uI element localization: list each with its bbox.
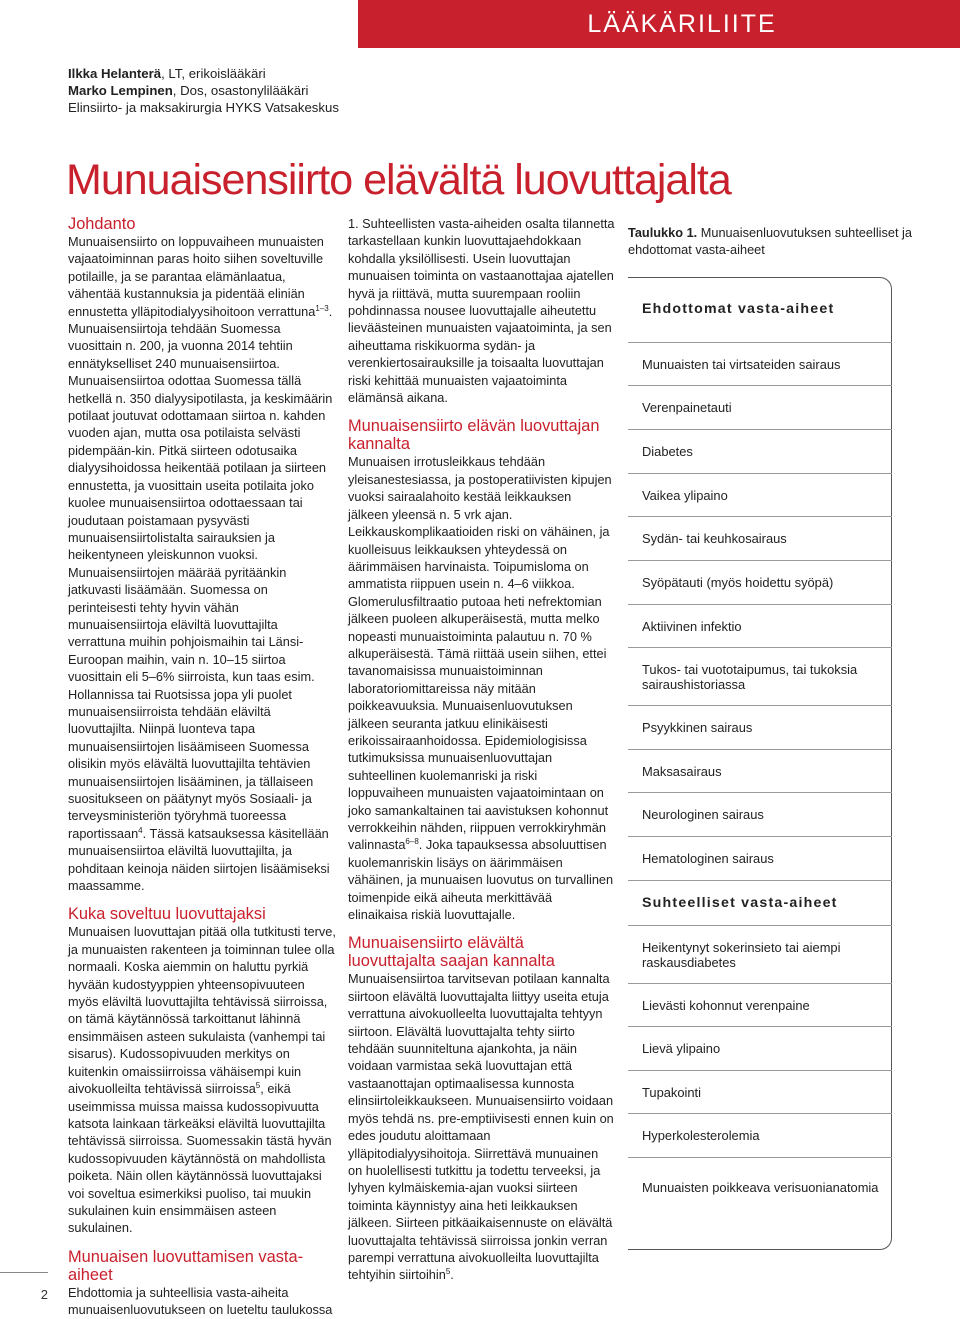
author-block [68,65,368,116]
table-row: Neurologinen sairaus [628,793,892,837]
page-number: 2 [0,1272,48,1302]
table-row: Lievä ylipaino [628,1027,892,1071]
author-2-name: Marko Lempinen [68,83,173,98]
paragraph-introduction [68,233,336,894]
text-segment: . Munuaisensiirtoja tehdään Suomessa vuosittain n. 200, ja vuonna 2014 tehtiin ennätykselliset 240 munuaisensiirtoa. Munuaisensiirtoa odottaa Suomessa tällä hetkellä n. 350 dialyysipotilasta, ja keskimäärin potilaat joutuvat odottamaan siirtoa n. kahden vuoden ajan, mutta osa potilaista selvästi pidempään-kin. Pitkä siirteen odotusaika dialyysihoidossa heikentää potilaan ja siirteen ennustetta, ja vuosittain useita potilaita joko kuolee munuaisensiirtoa odottaessaan tai joudutaan poistamaan pysyvästi munuaisensiirtolistalta sairauksien ja heikentyneen yleiskunnon vuoksi. Munuaisensiirtojen määrää pyritäänkin jatkuvasti lisäämään. Suomessa on perinteisesti tehty hyvin vähän munuaisensiirtoja eläviltä luovuttajilta verrattuna muihin pohjoismaihin tai Länsi-Euroopan maihin, vain n. 10–15 siirtoa vuosittain eli 5–6% siirroista, kun taas esim. Hollannissa tai Ruotsissa jopa yli puolet munuaisensiirroista tehdään eläviltä luovuttajilta. Niinpä luonteva tapa munuaisensiirtojen lisäämiseen Suomessa olisikin myös elävältä luovuttajilta tehtävien munuaisensiirtojen lisääminen, ja tällaiseen suositukseen on päätynyt myös Sosiaali- ja terveysministeriön työryhmä tuoreessa raportissaan [68,303,333,841]
author-1 [68,65,368,82]
text-segment: . [450,1267,454,1283]
table-caption-label: Taulukko 1. [628,225,698,240]
paragraph-donor-perspective [348,453,615,923]
table-row: Vaikea ylipaino [628,474,892,517]
text-column-2 [348,215,615,1284]
reference-sup: 4 [138,825,143,835]
text-segment: , eikä useimmissa muissa maissa kudossopivuutta katsota lainkaan tärkeäksi eläviltä luovuttajilta tehtävissä siirroissa. Suomessakin tästä hyvän kudossopivuuden käytännöstä on mahdollista poiketa. Näin ollen käytännössä luovuttajaksi voi soveltua esimerkiksi puoliso, tai muukin sukulainen kuin ensimmäisen asteen sukulainen. [68,1081,332,1236]
table-row: Hyperkolesterolemia [628,1114,892,1158]
author-1-name: Ilkka Helanterä [68,66,162,81]
heading-donor-suitability: Kuka soveltuu luovuttajaksi [68,905,266,924]
table-row: Tupakointi [628,1071,892,1114]
author-2-role: , Dos, osastonylilääkäri [172,83,309,98]
author-1-role: , LT, erikoislääkäri [161,66,266,81]
table-row: Tukos- tai vuototaipumus, tai tukoksia sairaushistoriassa [628,648,892,706]
table-row: Lievästi kohonnut verenpaine [628,984,892,1027]
table-row: Maksasairaus [628,750,892,793]
affiliation: Elinsiirto- ja maksakirurgia HYKS Vatsakeskus [68,100,339,115]
reference-sup: 6–8 [405,837,419,847]
table-row: Diabetes [628,430,892,474]
reference-sup: 1–3 [315,303,329,313]
text-segment: Munuaisen irrotusleikkaus tehdään yleisanestesiassa, ja postoperatiivisten kipujen vuoksi sairaalahoito kestää leikkauksen jälkeen yleensä n. 5 vrk ajan. Leikkauskomplikaatioiden riski on vähäinen, ja kuolleisuus leikkauksen yhteydessä on äärimmäisen harvinaista. Toipumisloma on ammatista riippuen usein n. 4–6 viikkoa. Glomerulusfiltraatio putoaa heti nefrektomian jälkeen puoleen alkuperäisestä, mutta melko nopeasti munuaistoiminta palautuu n. 70 % alkuperäisestä. Tämä riittää usein siihen, ettei tavanomaisissa munuaistoiminnan laboratoriomittareissa näy mitään poikkeavuuksia. Munuaisenluovutuksen jälkeen seuranta jatkuu elinikäisesti erikoissairaanhoidossa. Epidemiologisissa tutkimuksissa munuaisenluovuttajan suhteellinen kuolemanriski ja riski loppuvaiheen munuaisten vajaatoimintaan on joko samankaltainen tai aavistuksen kohonnut verrokkeihin nähden, riippuen verrokkiryhmän valinnasta [348,454,612,853]
reference-sup: 5 [255,1080,261,1090]
author-2 [68,82,368,99]
text-column-1 [68,215,336,1319]
text-segment: . Joka tapauksessa absoluuttisen kuolemanriskin lisäys on äärimmäisen vähäinen, ja munuaisen luovutus on turvallinen toimenpide eikä aiheuta merkittävää elinaikaisa riskiä luovuttajalle. [348,837,614,923]
heading-recipient-perspective: Munuaisensiirto elävältä luovuttajalta saajan kannalta [348,934,555,971]
table-header-absolute: Ehdottomat vasta-aiheet [628,277,892,343]
paragraph-donor-suitability [68,923,336,1236]
table-caption-text: Munuaisenluovutuksen suhteelliset ja ehdottomat vasta-aiheet [628,225,912,257]
article-title: Munuaisensiirto elävältä luovuttajalta [66,156,731,204]
text-segment: Munuaisen luovuttajan pitää olla tutkitusti terve, ja munuaisten rakenteen ja toiminnan tulee olla normaali. Koska aiemmin on haluttu pyrkiä hyvään kudostyyppien yhteensopivuuteen myös eläviltä luovuttajilta tehtävissä siirroissa, on tämä käytännössä tarkoittanut lähinnä ensimmäisen asteen sukulaista (vanhempi tai sisarus). Kudossopivuuden merkitys on kuitenkin omaissiirroissa vähäisempi kuin aivokuolleilta tehtävissä siirroissa [68,924,336,1097]
heading-introduction: Johdanto [68,215,136,233]
section-tab: LÄÄKÄRILIITE [358,0,960,48]
heading-donor-perspective: Munuaisensiirto elävän luovuttajan kannalta [348,417,600,454]
paragraph-relative-contraindications: 1. Suhteellisten vasta-aiheiden osalta tilannetta tarkastellaan kunkin luovuttajaehdokkaan kohdalla yksilöllisesti. Usein luovuttajan munuaisen toiminta on vastaanottajaa ajatellen hyvä ja riittävä, mutta suurempaan rooliin pohdinnassa nousee luovuttajalle aiheutettu lieväästeinen munuaisten vajaatoiminta, ja sen aiheuttama riskikuorma sydän- ja verenkiertosairauksille ja toisaalta luovuttajan riski kehittää munuaisten vajaatoiminta elämänsä aikana. [348,216,615,406]
table-caption [628,225,928,258]
paragraph-recipient-perspective [348,970,615,1283]
table-row: Sydän- tai keuhkosairaus [628,517,892,561]
heading-contraindications: Munuaisen luovuttamisen vasta-aiheet [68,1247,304,1284]
paragraph-contraindications: Ehdottomia ja suhteellisia vasta-aiheita munuaisenluovutukseen on lueteltu taulukossa [68,1284,333,1318]
reference-sup: 5 [445,1267,451,1277]
table-row: Psyykkinen sairaus [628,706,892,750]
text-segment: Munuaisensiirto on loppuvaiheen munuaisten vajaatoiminnan paras hoito siihen soveltuville potilaille, ja se parantaa elämänlaatua, vähentää kustannuksia ja pidentää eliniän ennustetta ylläpitodialyysihoitoon verrattuna [68,234,324,319]
text-segment: . Tässä katsauksessa käsitellään munuaisensiirtoa eläviltä luovuttajilta, ja pohditaan keinoja näiden siirtojen lisäämiseksi maassamme. [68,825,330,894]
table-row: Munuaisten poikkeava verisuonianatomia [642,1179,879,1195]
table-row: Verenpainetauti [628,386,892,430]
text-segment: Munuaisensiirtoa tarvitsevan potilaan kannalta siirtoon elävältä luovuttajalta liittyy useita etuja verrattuna aivokuolleelta luovuttajalta tehtyyn siirtoon. Elävältä luovuttajalta tehty siirto tehdään suunniteltuna ajankohta, ja näin voidaan varmistaa sekä luovuttajan että vastaanottajan optimaalisessa kunnosta elinsiirtoleikkaukseen. Munuaisensiirto voidaan myös tehdä ns. pre-emptiivisesti ennen kuin on edes joudutu aloittamaan ylläpitodialyysihoitoja. Siirrettävä munuainen on huolellisesti tutkittu ja todettu terveeksi, ja lyhyen kylmäiskemia-ajan vuoksi siirteen toiminta käynnistyy aina heti leikkauksen jälkeen. Siirteen pitkäaikaisennuste on elävältä luovuttajalta tehtävissä siirroissa jonkin verran parempi verrattuna aivokuolleilta luovuttajilta tehtyihin siirtoihin [348,971,614,1283]
table-row: Syöpätauti (myös hoidettu syöpä) [628,561,892,605]
table-row: Hematologinen sairaus [628,837,892,881]
table-header-relative: Suhteelliset vasta-aiheet [628,881,892,926]
table-row: Heikentynyt sokerinsieto tai aiempi raskausdiabetes [628,926,892,984]
table-row: Aktiivinen infektio [628,605,892,648]
table-row: Munuaisten tai virtsateiden sairaus [628,343,892,386]
